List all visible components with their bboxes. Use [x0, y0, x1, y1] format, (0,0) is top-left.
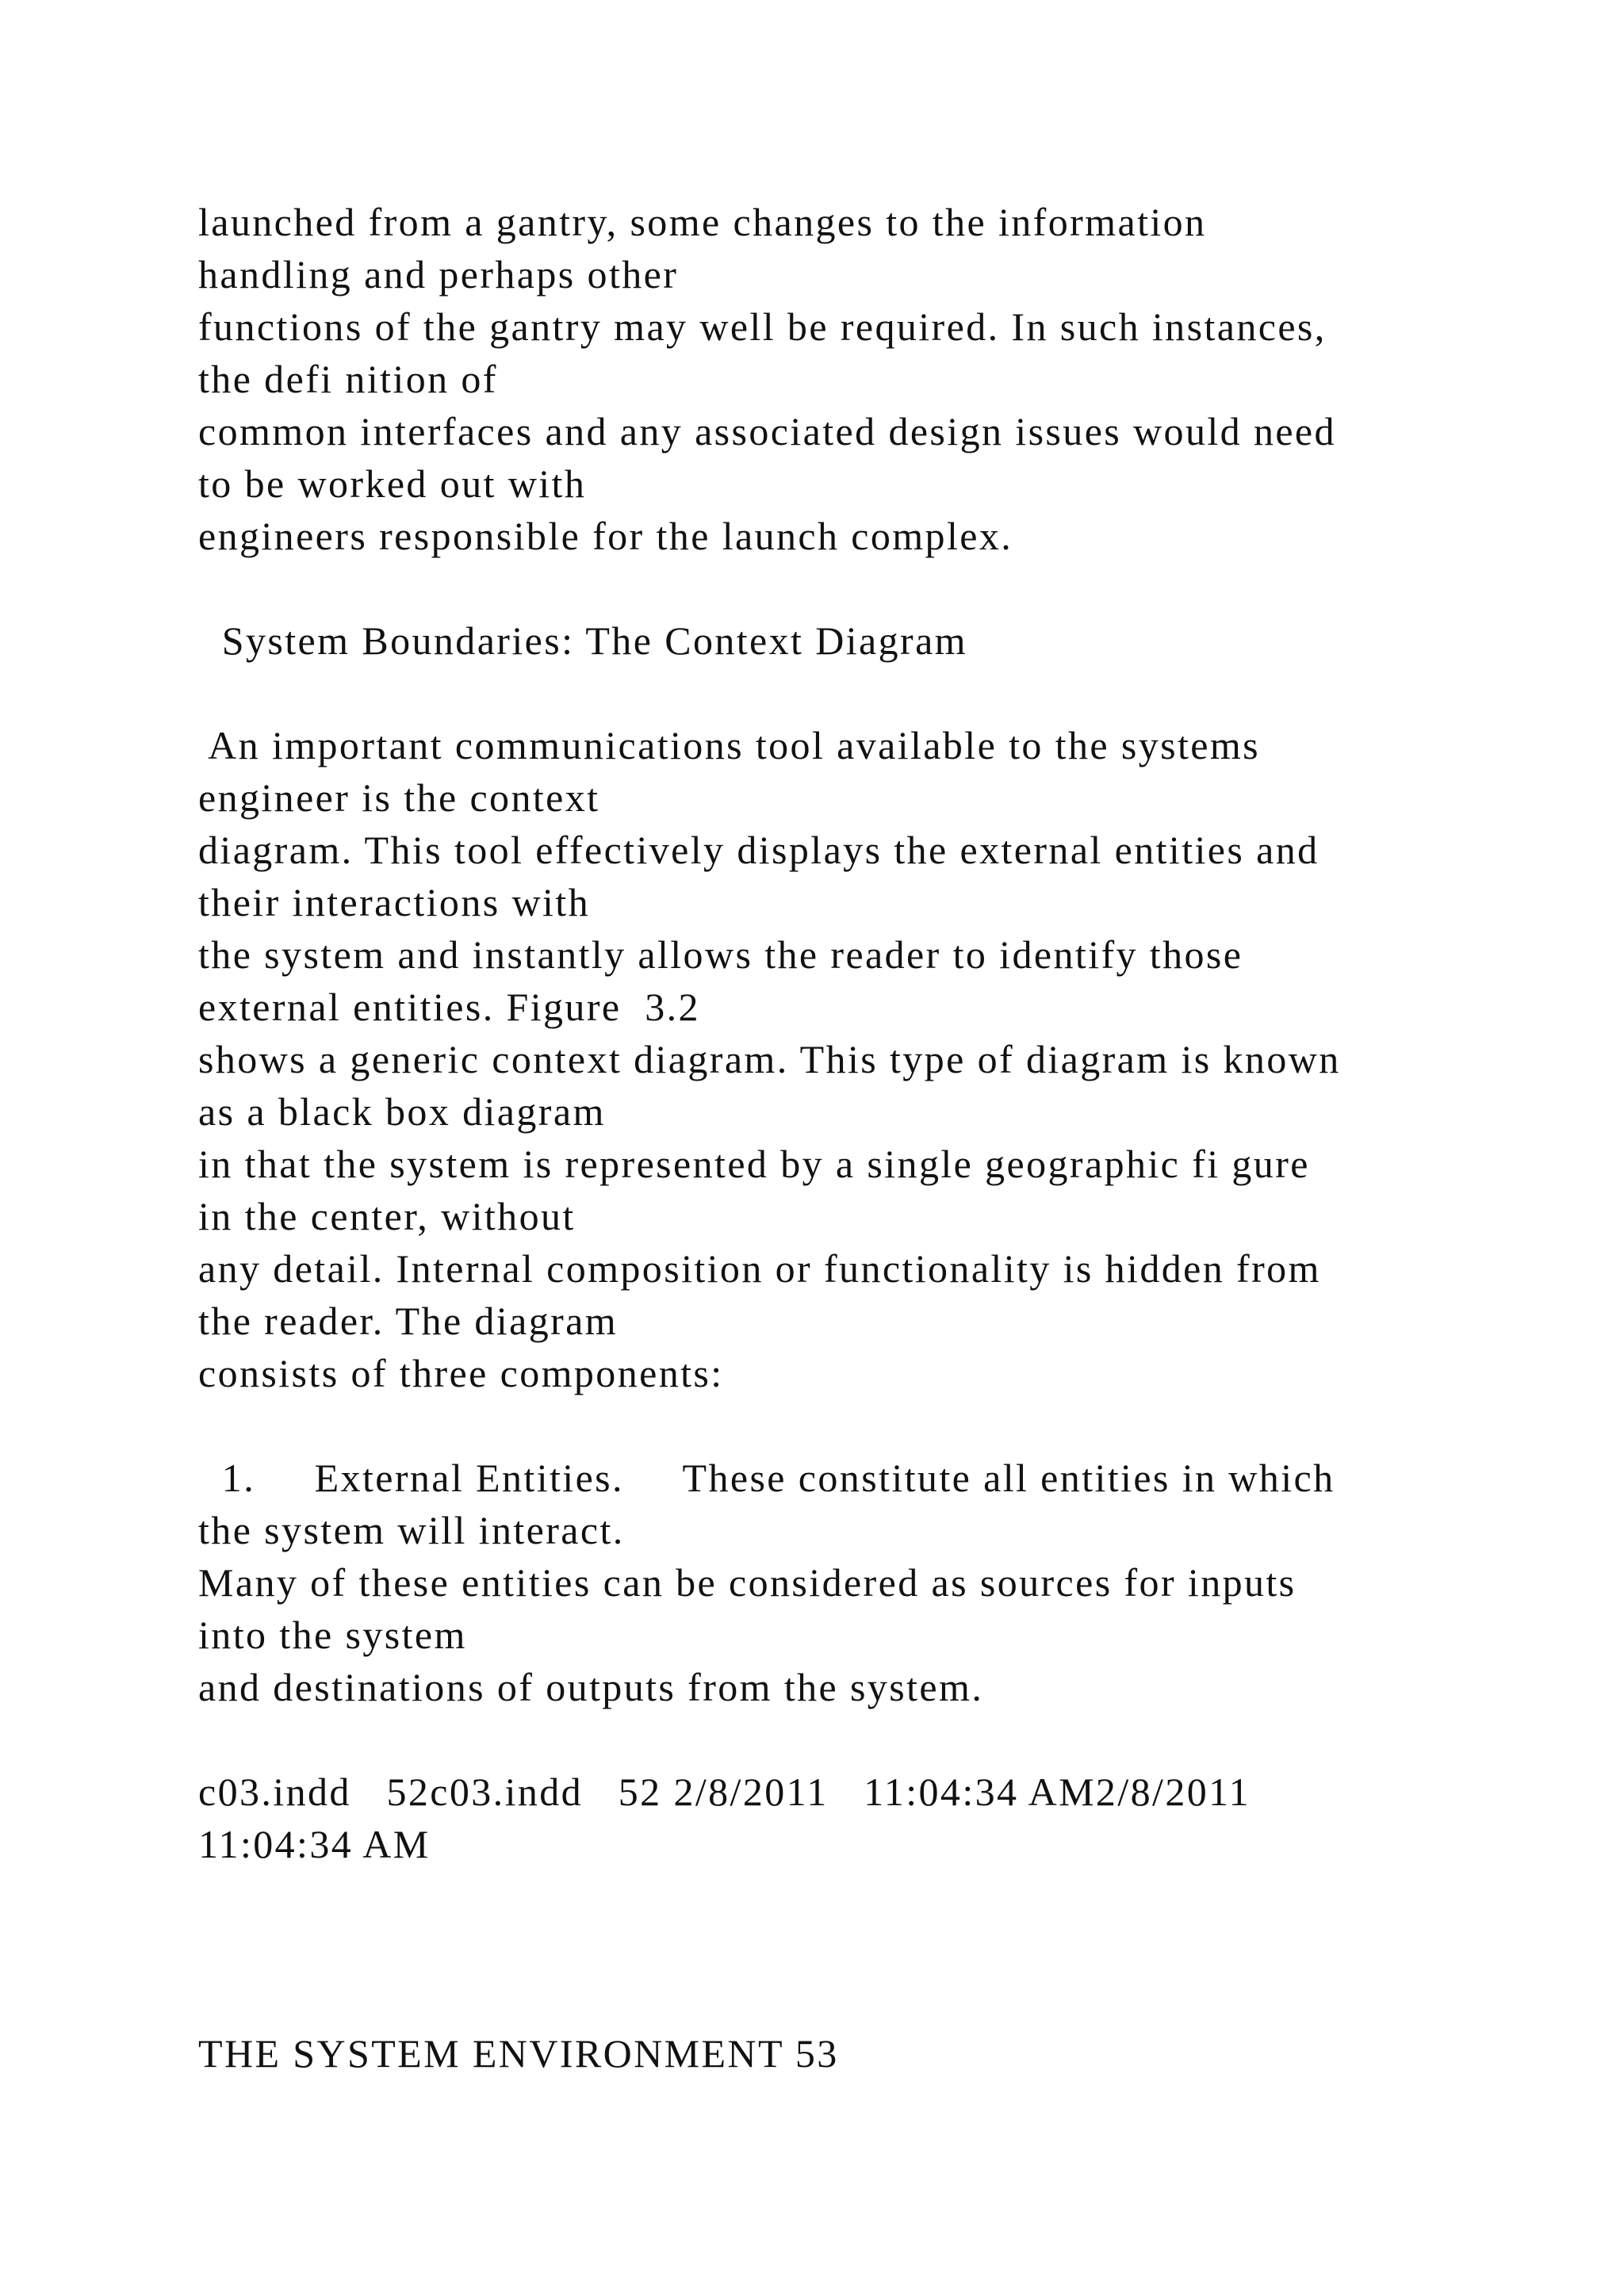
text-line: An important communications tool available to the systems	[198, 723, 1261, 767]
text-line: engineers responsible for the launch complex.	[198, 514, 1013, 558]
text-line: their interactions with	[198, 880, 590, 924]
text-line: external entities. Figure 3.2	[198, 985, 700, 1029]
text-line: engineer is the context	[198, 775, 600, 820]
text-line: the defi nition of	[198, 357, 498, 401]
text-line: handling and perhaps other	[198, 252, 679, 297]
text-line: the reader. The diagram	[198, 1299, 619, 1343]
text-line: launched from a gantry, some changes to the information	[198, 200, 1207, 244]
text-line: as a black box diagram	[198, 1089, 606, 1134]
text-line: in the center, without	[198, 1194, 576, 1238]
text-line: consists of three components:	[198, 1351, 724, 1395]
text-line: functions of the gantry may well be required. In such instances,	[198, 304, 1327, 349]
text-line: common interfaces and any associated design issues would need	[198, 409, 1336, 453]
text-line: and destinations of outputs from the system.	[198, 1665, 984, 1709]
text-line: into the system	[198, 1613, 467, 1657]
text-line: diagram. This tool effectively displays the external entities and	[198, 828, 1320, 872]
section-heading: System Boundaries: The Context Diagram	[198, 618, 967, 663]
text-line: to be worked out with	[198, 461, 587, 506]
text-line: any detail. Internal composition or functionality is hidden from	[198, 1246, 1321, 1291]
list-item-line: 1. External Entities. These constitute all entities in which	[198, 1456, 1335, 1500]
file-stamp-line: c03.indd 52c03.indd 52 2/8/2011 11:04:34 AM2/8/2011	[198, 1770, 1251, 1814]
text-line: the system will interact.	[198, 1508, 625, 1552]
text-line: in that the system is represented by a single geographic fi gure	[198, 1142, 1310, 1186]
text-line: Many of these entities can be considered as sources for inputs	[198, 1560, 1297, 1605]
text-line: shows a generic context diagram. This type of diagram is known	[198, 1037, 1341, 1081]
file-stamp-line: 11:04:34 AM	[198, 1822, 431, 1866]
text-line: the system and instantly allows the reader to identify those	[198, 932, 1243, 977]
running-header: THE SYSTEM ENVIRONMENT 53	[198, 2031, 839, 2076]
